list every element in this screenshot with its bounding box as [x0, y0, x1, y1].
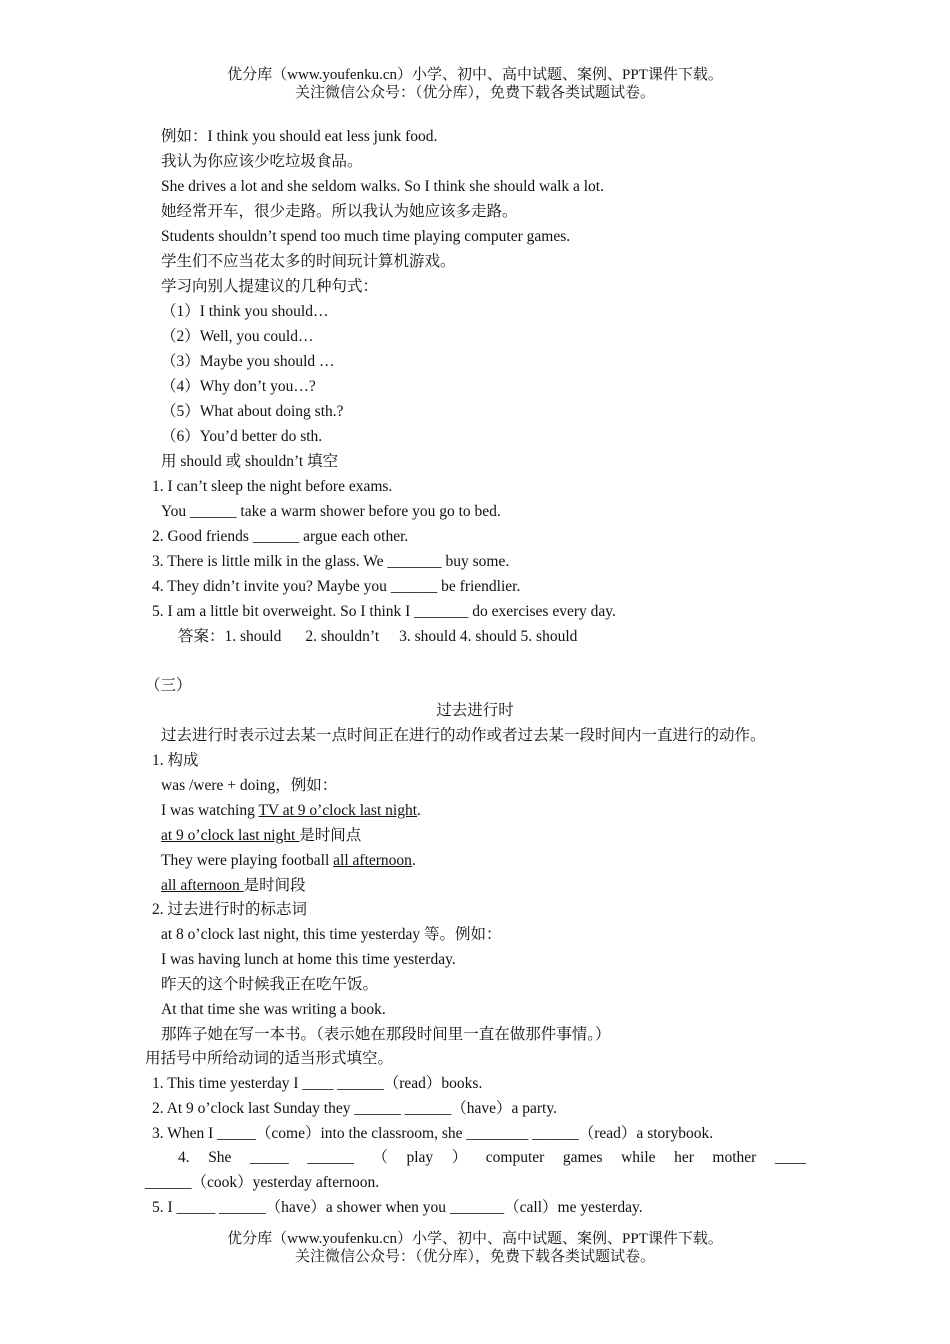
answer-3-5: 3. should 4. should 5. should — [399, 628, 578, 645]
pattern-item: （4）Why don’t you…? — [161, 378, 316, 395]
section-title: 过去进行时 — [436, 702, 514, 719]
page-footer-line-2: 关注微信公众号：（优分库），免费下载各类试题试卷。 — [294, 1249, 655, 1265]
question-5: 5. I am a little bit overweight. So I think I _______ do exercises every day. — [152, 603, 616, 620]
question-3: 3. There is little milk in the glass. We _______ buy some. — [152, 553, 510, 570]
question-4: 4. She _____ ______ （ play ） computer games while her mother ____ — [178, 1149, 806, 1166]
exercise-title: 用括号中所给动词的适当形式填空。 — [145, 1050, 394, 1067]
heading-structure: 1. 构成 — [152, 752, 199, 769]
example-3-en: Students shouldn’t spend too much time playing computer games. — [161, 228, 571, 245]
answer-key — [178, 627, 577, 647]
answer-label: 答案：1. should — [178, 628, 282, 645]
exercise-title: 用 should 或 shouldn’t 填空 — [161, 453, 339, 470]
form-rule: was /were + doing，例如： — [161, 777, 338, 794]
question-2: 2. Good friends ______ argue each other. — [152, 528, 409, 545]
answer-2: 2. shouldn’t — [305, 628, 380, 645]
pattern-item: （3）Maybe you should … — [161, 353, 335, 370]
sentence-1-note: at 9 o’clock last night 是时间点 — [161, 827, 362, 844]
pattern-item: （1）I think you should… — [161, 303, 329, 320]
example-1-cn: 我认为你应该少吃垃圾食品。 — [161, 153, 363, 170]
question-3: 3. When I _____（come）into the classroom, she ________ ______（read）a storybook. — [152, 1125, 714, 1142]
markers: at 8 o’clock last night, this time yesterday 等。例如： — [161, 926, 502, 943]
definition: 过去进行时表示过去某一点时间正在进行的动作或者过去某一段时间内一直进行的动作。 — [161, 727, 766, 744]
heading-markers: 2. 过去进行时的标志词 — [152, 901, 308, 918]
sentence-2-note: all afternoon 是时间段 — [161, 877, 306, 894]
patterns-title: 学习向别人提建议的几种句式： — [161, 278, 379, 295]
pattern-item: （6）You’d better do sth. — [161, 428, 323, 445]
page-header-line-1: 优分库（www.youfenku.cn）小学、初中、高中试题、案例、PPT课件下载。 — [227, 67, 723, 83]
question-4: 4. They didn’t invite you? Maybe you ______ be friendlier. — [152, 578, 521, 595]
pattern-item: （5）What about doing sth.? — [161, 403, 344, 420]
example-3-cn: 学生们不应当花太多的时间玩计算机游戏。 — [161, 253, 456, 270]
example-2-en: She drives a lot and she seldom walks. So I think she should walk a lot. — [161, 178, 604, 195]
example-2-cn: 她经常开车，很少走路。所以我认为她应该多走路。 — [161, 203, 518, 220]
page-header-line-2: 关注微信公众号：（优分库），免费下载各类试题试卷。 — [294, 85, 655, 101]
marker-example-2-cn: 那阵子她在写一本书。（表示她在那段时间里一直在做那件事情。） — [161, 1026, 611, 1043]
question-4-continued: ______（cook）yesterday afternoon. — [145, 1174, 380, 1191]
question-1-continued: You ______ take a warm shower before you go to bed. — [161, 503, 501, 520]
question-5: 5. I _____ ______（have）a shower when you _______（call）me yesterday. — [152, 1199, 643, 1216]
page-footer-line-1: 优分库（www.youfenku.cn）小学、初中、高中试题、案例、PPT课件下载。 — [227, 1231, 723, 1247]
question-1: 1. This time yesterday I ____ ______（read）books. — [152, 1075, 483, 1092]
marker-example-1-en: I was having lunch at home this time yesterday. — [161, 951, 456, 968]
question-1: 1. I can’t sleep the night before exams. — [152, 478, 393, 495]
sentence-1: I was watching TV at 9 o’clock last night. — [161, 802, 421, 819]
pattern-item: （2）Well, you could… — [161, 328, 314, 345]
marker-example-2-en: At that time she was writing a book. — [161, 1001, 386, 1018]
question-2: 2. At 9 o’clock last Sunday they ______ ______（have）a party. — [152, 1100, 557, 1117]
section-number: （三） — [145, 677, 192, 694]
sentence-2: They were playing football all afternoon. — [161, 852, 416, 869]
example-1-en: 例如：I think you should eat less junk food. — [161, 128, 438, 145]
marker-example-1-cn: 昨天的这个时候我正在吃午饭。 — [161, 976, 379, 993]
